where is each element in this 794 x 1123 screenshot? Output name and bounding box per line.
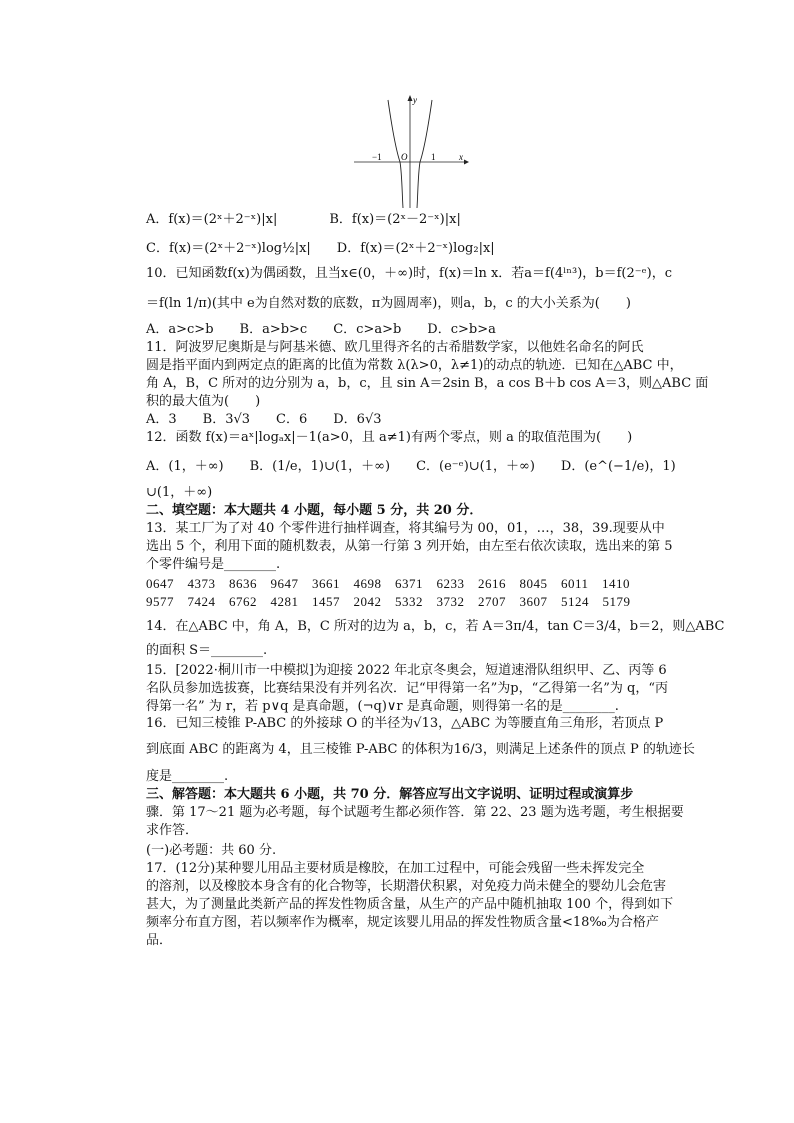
q11-line-4: 积的最大值为( ) [146, 394, 261, 409]
y-axis-arrow [408, 95, 413, 101]
q10-line-1: 10．已知函数f(x)为偶函数，且当x∈(0，＋∞)时，f(x)＝ln x．若a＝f(4ˡⁿ³)，b＝f(2⁻ᵉ)，c [146, 266, 672, 281]
q17-line-2: 的溶剂，以及橡胶本身含有的化合物等，长期潜伏积累，对免疫力尚未健全的婴幼儿会危害 [146, 879, 667, 894]
q13-line-1: 13．某工厂为了对 40 个零件进行抽样调查，将其编号为 00，01，…，38，39.现要从中 [146, 521, 665, 536]
q13-line-3: 个零件编号是________. [146, 557, 281, 572]
q17-line-1: 17．(12分)某种婴儿用品主要材质是橡胶，在加工过程中，可能会残留一些未挥发完全 [146, 861, 645, 876]
section-3-line-3: 求作答． [146, 823, 199, 838]
q14-line-1: 14．在△ABC 中，角 A，B，C 所对的边为 a，b，c，若 A＝3π/4，tan C＝3/4，b＝2，则△ABC [146, 619, 725, 634]
function-graph [350, 92, 470, 212]
section-3-line-4: (一)必考题：共 60 分. [146, 843, 277, 858]
q17-line-4: 频率分布直方图，若以频率作为概率，规定该婴儿用品的挥发性物质含量<18‰为合格产 [146, 915, 659, 930]
section-3-line-2: 骤．第 17～21 题为必考题，每个试题考生都必须作答．第 22、23 题为选考题，考生根据要 [146, 805, 684, 820]
q15-line-2: 名队员参加选拔赛，比赛结果没有并列名次．记“甲得第一名”为p，“乙得第一名”为 q，“丙 [146, 681, 669, 696]
q11-options: A．3 B．3√3 C．6 D．6√3 [146, 412, 382, 427]
neg-one-label: −1 [372, 152, 382, 162]
q11-line-2: 圆是指平面内到两定点的距离的比值为常数 λ(λ>0，λ≠1)的动点的轨迹．已知在△ABC 中， [146, 358, 683, 373]
one-label: 1 [431, 152, 436, 162]
q10-line-2: ＝f(ln 1/π)(其中 e为自然对数的底数，π为圆周率)，则a，b，c 的大小关系为( ) [146, 296, 631, 311]
y-label: y [413, 95, 417, 105]
q16-line-3: 度是________. [146, 769, 229, 784]
random-table-row-2: 9577 7424 6762 4281 1457 2042 5332 3732 2707 3607 5124 5179 [146, 594, 631, 609]
q10-options: A．a>c>b B．a>b>c C．c>a>b D．c>b>a [146, 322, 496, 337]
q16-line-1: 16．已知三棱锥 P-ABC 的外接球 O 的半径为√13，△ABC 为等腰直角三角形，若顶点 P [146, 716, 664, 731]
x-label: x [459, 152, 463, 162]
q12-line-1: 12．函数 f(x)＝aˣ|logₐx|－1(a>0，且 a≠1)有两个零点，则 a 的取值范围为( ) [146, 430, 633, 445]
q15-line-1: 15．[2022·桐川市一中模拟]为迎接 2022 年北京冬奥会，短道速滑队组织甲、乙、丙等 6 [146, 663, 667, 678]
q12-line-3: ∪(1，＋∞) [146, 485, 213, 500]
q16-line-2: 到底面 ABC 的距离为 4，且三棱锥 P-ABC 的体积为16/3，则满足上述条件的顶点 P 的轨迹长 [146, 742, 695, 757]
q11-line-1: 11．阿波罗尼奥斯是与阿基米德、欧几里得齐名的古希腊数学家，以他姓名命名的阿氏 [146, 340, 644, 355]
q17-line-5: 品． [146, 933, 173, 948]
q9-options-ab: A．f(x)＝(2ˣ＋2⁻ˣ)|x| B．f(x)＝(2ˣ－2⁻ˣ)|x| [146, 212, 461, 227]
q9-options-cd: C．f(x)＝(2ˣ＋2⁻ˣ)log½|x| D．f(x)＝(2ˣ＋2⁻ˣ)log₂|x| [146, 241, 495, 256]
q14-line-2: 的面积 S＝________. [146, 643, 268, 658]
q13-line-2: 选出 5 个，利用下面的随机数表，从第一行第 3 列开始，由左至右依次读取，选出来的第 5 [146, 539, 673, 554]
q12-options: A．(1，＋∞) B．(1/e，1)∪(1，＋∞) C．(e⁻ᵉ)∪(1，＋∞) D．(e^(−1/e)，1) [146, 459, 676, 474]
q11-line-3: 角 A，B，C 所对的边分别为 a，b，c，且 sin A＝2sin B，a cos B＋b cos A＝3，则△ABC 面 [146, 376, 709, 391]
origin-label: O [401, 152, 408, 162]
random-table-row-1: 0647 4373 8636 9647 3661 4698 6371 6233 2616 8045 6011 1410 [146, 576, 631, 591]
right-curve [417, 100, 432, 208]
section-2-heading: 二、填空题：本大题共 4 小题，每小题 5 分，共 20 分． [146, 503, 483, 518]
q17-line-3: 甚大，为了测量此类新产品的挥发性物质含量，从生产的产品中随机抽取 100 个，得到如下 [146, 897, 674, 912]
q15-line-3: 得第一名” 为 r，若 p∨q 是真命题，(¬q)∨r 是真命题，则得第一名的是________. [146, 699, 619, 714]
x-axis-arrow [464, 160, 469, 165]
section-3-line-1: 三、解答题：本大题共 6 小题，共 70 分．解答应写出文字说明、证明过程或演算步 [146, 787, 634, 802]
